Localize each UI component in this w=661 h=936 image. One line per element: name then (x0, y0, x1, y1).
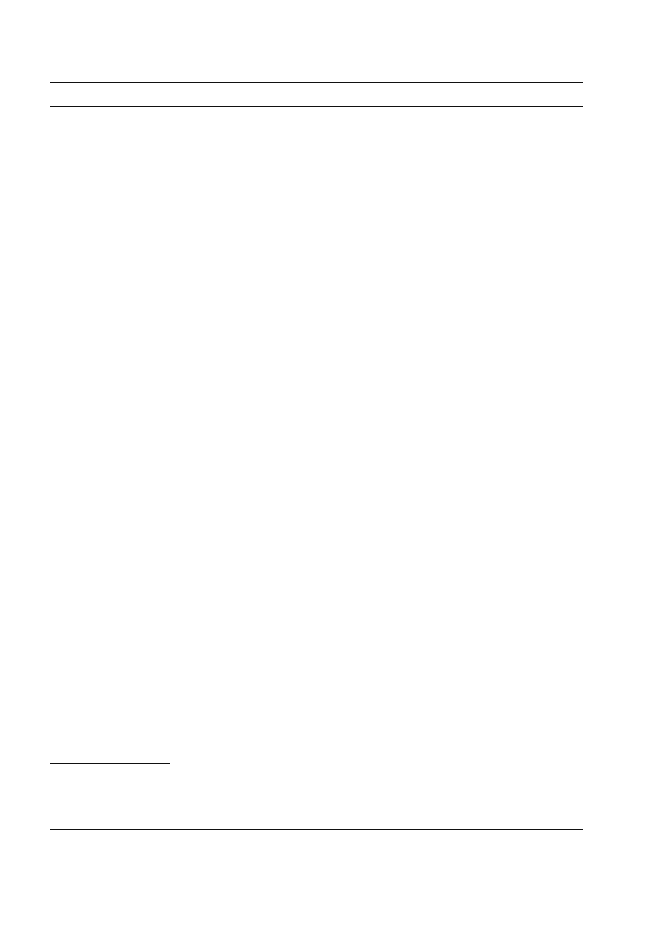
header-rule-bottom (50, 106, 583, 107)
footnote-rule (50, 763, 170, 764)
header-rule (50, 82, 583, 83)
footer-rule (50, 829, 583, 830)
